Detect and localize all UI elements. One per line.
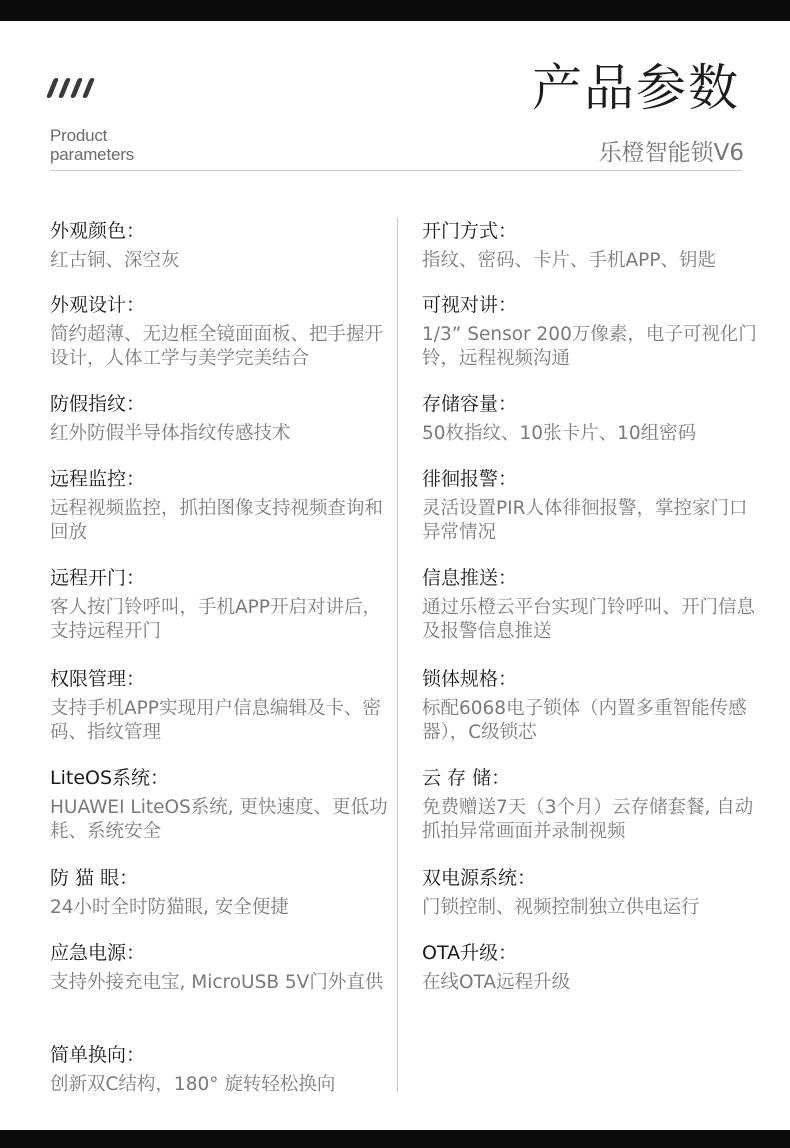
spec-item <box>422 218 757 273</box>
spec-item <box>50 1042 390 1097</box>
spec-item <box>50 466 390 545</box>
spec-label: 应急电源： <box>50 942 146 964</box>
spec-value: 免费赠送7天（3个月）云存储套餐, 自动抓拍异常画面并录制视频 <box>422 797 754 842</box>
slash-mark <box>58 78 71 98</box>
english-title <box>50 126 134 164</box>
product-name: 乐橙智能锁V6 <box>598 140 744 166</box>
slash-mark <box>82 78 95 98</box>
spec-label: 简单换向： <box>50 1044 146 1066</box>
spec-label: 徘徊报警： <box>422 468 518 490</box>
spec-label: LiteOS系统： <box>50 767 170 789</box>
page-title: 产品参数 <box>532 59 740 117</box>
spec-label: 可视对讲： <box>422 294 518 316</box>
spec-value: 红古铜、深空灰 <box>50 250 180 271</box>
spec-item <box>422 765 757 844</box>
spec-value: 通过乐橙云平台实现门铃呼叫、开门信息及报警信息推送 <box>422 597 756 642</box>
spec-item <box>422 466 757 545</box>
spec-value: 门锁控制、视频控制独立供电运行 <box>422 897 700 918</box>
spec-label: 远程开门： <box>50 567 146 589</box>
spec-label: 外观设计： <box>50 294 146 316</box>
slash-mark <box>46 78 59 98</box>
spec-item <box>50 391 390 446</box>
spec-item <box>422 391 757 446</box>
spec-value: HUAWEI LiteOS系统, 更快速度、更低功耗、系统安全 <box>50 797 388 842</box>
spec-value: 创新双C结构，180° 旋转轻松换向 <box>50 1074 336 1095</box>
spec-label: 开门方式： <box>422 220 518 242</box>
spec-label: OTA升级： <box>422 942 518 964</box>
spec-item <box>422 865 757 920</box>
spec-label: 锁体规格： <box>422 668 518 690</box>
spec-item <box>50 940 390 995</box>
spec-value: 灵活设置PIR人体徘徊报警，掌控家门口异常情况 <box>422 498 748 543</box>
spec-value: 远程视频监控，抓拍图像支持视频查询和回放 <box>50 498 384 543</box>
english-title-line2: parameters <box>50 145 134 164</box>
spec-label: 防假指纹： <box>50 393 146 415</box>
spec-value: 红外防假半导体指纹传感技术 <box>50 423 291 444</box>
spec-item <box>50 292 390 371</box>
spec-label: 云 存 储： <box>422 767 511 789</box>
spec-value: 24小时全时防猫眼, 安全便捷 <box>50 897 289 918</box>
spec-item <box>50 865 390 920</box>
spec-label: 存储容量： <box>422 393 518 415</box>
slash-decoration-icon <box>50 78 91 100</box>
spec-value: 支持手机APP实现用户信息编辑及卡、密码、指纹管理 <box>50 698 381 743</box>
spec-value: 50枚指纹、10张卡片、10组密码 <box>422 423 697 444</box>
spec-item <box>50 666 390 745</box>
spec-item <box>50 218 390 273</box>
spec-item <box>422 565 757 644</box>
spec-value: 简约超薄、无边框全镜面面板、把手握开设计，人体工学与美学完美结合 <box>50 324 384 369</box>
spec-label: 双电源系统： <box>422 867 537 889</box>
spec-label: 权限管理： <box>50 668 146 690</box>
spec-label: 远程监控： <box>50 468 146 490</box>
header-divider <box>50 170 742 171</box>
spec-item <box>50 765 390 844</box>
spec-item <box>422 292 757 371</box>
spec-value: 标配6068电子锁体（内置多重智能传感器），C级锁芯 <box>422 698 747 743</box>
english-title-line1: Product <box>50 126 108 145</box>
spec-value: 在线OTA远程升级 <box>422 972 571 993</box>
spec-label: 信息推送： <box>422 567 518 589</box>
slash-mark <box>70 78 83 98</box>
spec-label: 防 猫 眼： <box>50 867 139 889</box>
spec-label: 外观颜色： <box>50 220 146 242</box>
spec-value: 1/3” Sensor 200万像素，电子可视化门铃，远程视频沟通 <box>422 324 757 369</box>
spec-item <box>50 565 390 644</box>
column-divider <box>397 218 398 1092</box>
spec-value: 指纹、密码、卡片、手机APP、钥匙 <box>422 250 716 271</box>
spec-item <box>422 940 757 995</box>
top-black-bar <box>0 0 790 21</box>
spec-value: 客人按门铃呼叫，手机APP开启对讲后，支持远程开门 <box>50 597 381 642</box>
spec-item <box>422 666 757 745</box>
spec-value: 支持外接充电宝, MicroUSB 5V门外直供 <box>50 972 384 993</box>
bottom-black-bar <box>0 1130 790 1148</box>
